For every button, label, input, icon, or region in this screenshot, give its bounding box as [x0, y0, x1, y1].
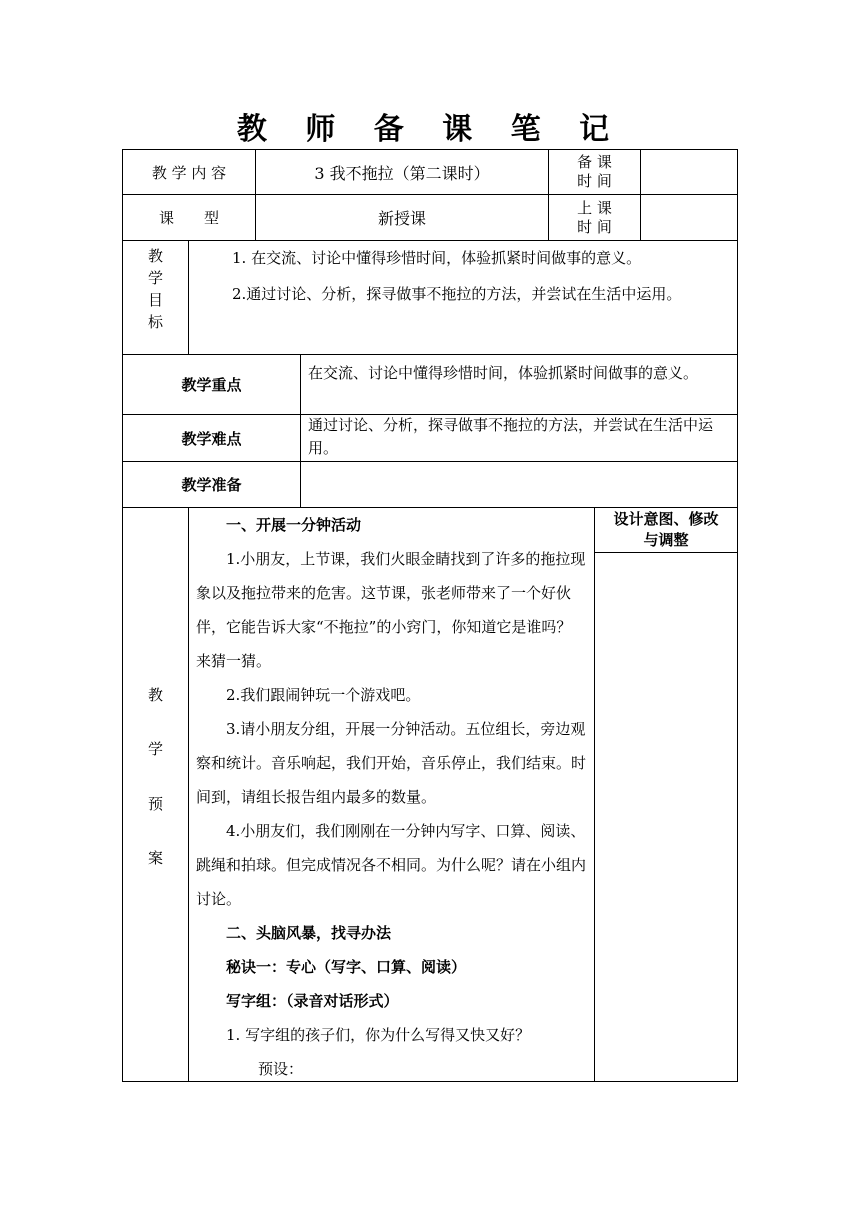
plan-label: [123, 676, 188, 876]
design-intent-header: [595, 508, 737, 552]
column-divider: [188, 240, 189, 354]
row-divider: [594, 552, 738, 553]
difficulty-label: 教学难点: [181, 429, 242, 448]
design-intent-header-line1: 设计意图、修改: [613, 510, 719, 528]
prep-time-value[interactable]: [641, 150, 737, 194]
column-divider: [188, 507, 189, 1082]
objectives-label-char: 教: [147, 246, 163, 265]
preparation-label: 教学准备: [181, 476, 242, 494]
plan-paragraph: 4.小朋友们，我们刚刚在一分钟内写字、口算、阅读、跳绳和拍球。但完成情况各不相同。为什么呢？请在小组内讨论。: [196, 822, 587, 908]
plan-label-char: 预: [147, 794, 163, 813]
plan-body: [196, 508, 586, 1086]
type-label: 课 型: [158, 209, 219, 227]
objectives-label: [123, 241, 188, 336]
plan-label-char: 教: [147, 686, 163, 704]
prep-time-label-line2: 时 间: [577, 172, 612, 190]
prep-time-label-line1: 备 课: [577, 153, 612, 171]
objectives-label-char: 标: [147, 312, 163, 331]
design-intent-header-line2: 与调整: [643, 531, 689, 549]
plan-label-char: 学: [147, 740, 163, 759]
key-point-text: 在交流、讨论中懂得珍惜时间，体验抓紧时间做事的意义。: [308, 364, 699, 382]
class-time-label-line1: 上 课: [577, 198, 612, 217]
section-heading: 一、开展一分钟活动: [226, 516, 362, 534]
objective-item: 2.通过讨论、分析，探寻做事不拖拉的方法，并尝试在生活中运用。: [232, 285, 682, 303]
content-value: 3 我不拖拉（第二课时）: [314, 163, 490, 183]
class-time-value[interactable]: [641, 195, 737, 240]
objectives-label-char: 学: [147, 268, 163, 287]
column-divider: [594, 507, 595, 1082]
content-label: 教 学 内 容: [151, 163, 227, 182]
preset-label: 预设：: [258, 1060, 304, 1078]
section-heading: 二、头脑风暴，找寻办法: [226, 924, 392, 942]
page-title: 教 师 备 课 笔 记: [236, 112, 624, 147]
prep-time-label: [549, 150, 640, 194]
objectives-label-char: 目: [147, 290, 163, 309]
key-point-label: 教学重点: [181, 376, 242, 394]
row-divider: [122, 240, 738, 241]
plan-paragraph: 1.小朋友，上节课，我们火眼金睛找到了许多的拖拉现象以及拖拉带来的危害。这节课，张老师带来了一个好伙伴，它能告诉大家“不拖拉”的小窍门，你知道它是谁吗？来猜一猜。: [196, 550, 586, 670]
plan-paragraph: 2.我们跟闹钟玩一个游戏吧。: [226, 686, 421, 704]
group-heading: 写字组：（录音对话形式）: [226, 992, 399, 1010]
secret-heading: 秘诀一：专心（写字、口算、阅读）: [226, 958, 467, 976]
plan-paragraph: 3.请小朋友分组，开展一分钟活动。五位组长，旁边观察和统计。音乐响起，我们开始，音乐停止，我们结束。时间到，请组长报告组内最多的数量。: [196, 720, 587, 806]
preparation-value[interactable]: [301, 462, 737, 507]
plan-label-char: 案: [147, 848, 163, 867]
objective-item: 1. 在交流、讨论中懂得珍惜时间，体验抓紧时间做事的意义。: [232, 249, 642, 267]
difficulty-text: 通过讨论、分析，探寻做事不拖拉的方法，并尝试在生活中运用。: [308, 416, 714, 457]
type-value: 新授课: [377, 209, 426, 228]
class-time-label-line2: 时 间: [577, 217, 612, 236]
question-item: 1. 写字组的孩子们，你为什么写得又快又好？: [226, 1026, 531, 1044]
class-time-label: [549, 195, 640, 240]
